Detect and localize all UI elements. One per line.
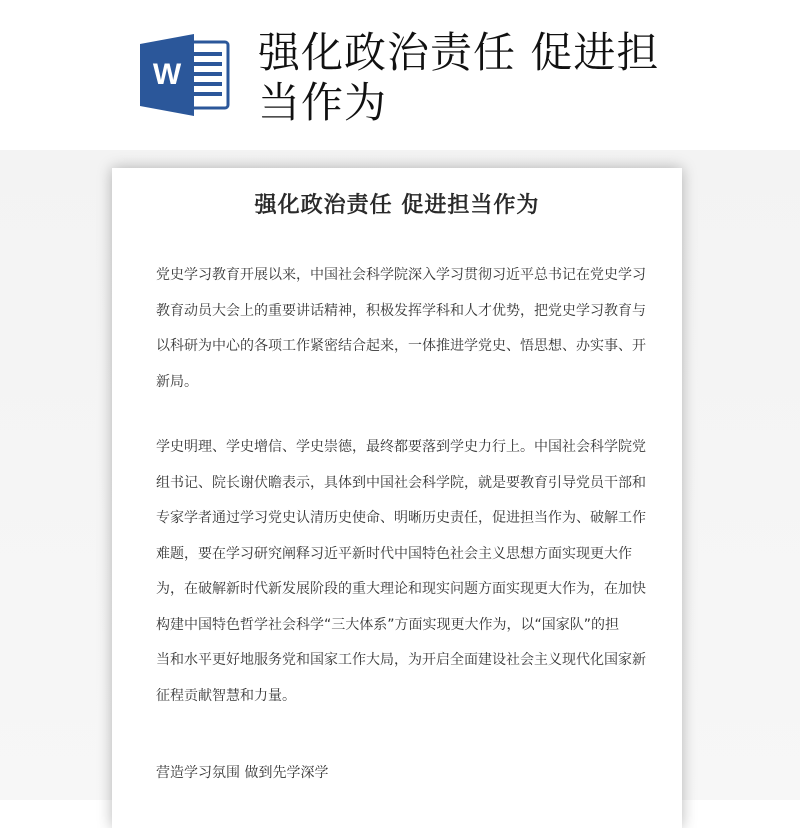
- document-page: [112, 168, 682, 828]
- paragraph-line: 新局。: [156, 373, 198, 390]
- word-document-icon: [138, 34, 230, 116]
- paragraph-line: 组书记、院长谢伏瞻表示，具体到中国社会科学院，就是要教育引导党员干部和: [156, 474, 646, 491]
- paragraph-line: 难题，要在学习研究阐释习近平新时代中国特色社会主义思想方面实现更大作: [156, 545, 632, 562]
- paragraph-line: 以科研为中心的各项工作紧密结合起来，一体推进学党史、悟思想、办实事、开: [156, 338, 646, 354]
- paragraph-line: 营造学习氛围 做到先学深学: [156, 765, 329, 781]
- paragraph-line: 当和水平更好地服务党和国家工作大局，为开启全面建设社会主义现代化国家新: [156, 652, 646, 668]
- page-title: 强化政治责任 促进担当作为: [258, 28, 660, 127]
- document-title: 强化政治责任 促进担当作为: [254, 193, 540, 218]
- paragraph-line: 党史学习教育开展以来，中国社会科学院深入学习贯彻习近平总书记在党史学习: [156, 267, 646, 283]
- paragraph-line: 专家学者通过学习党史认清历史使命、明晰历史责任，促进担当作为、破解工作: [156, 510, 646, 526]
- header-band: [0, 0, 800, 150]
- paragraph-line: 学史明理、学史增信、学史崇德，最终都要落到学史力行上。中国社会科学院党: [156, 439, 646, 455]
- paragraph-line: 征程贡献智慧和力量。: [156, 687, 296, 704]
- paragraph-line: 为，在破解新时代新发展阶段的重大理论和现实问题方面实现更大作为，在加快: [156, 581, 646, 597]
- word-icon-letter: W: [152, 58, 182, 91]
- paragraph-1: [156, 258, 646, 400]
- section-heading: [156, 756, 642, 792]
- paragraph-line: 构建中国特色哲学社会科学“三大体系”方面实现更大作为，以“国家队”的担: [156, 616, 620, 633]
- paragraph-2: [156, 430, 646, 714]
- paragraph-line: 教育动员大会上的重要讲话精神，积极发挥学科和人才优势，把党史学习教育与: [156, 302, 646, 319]
